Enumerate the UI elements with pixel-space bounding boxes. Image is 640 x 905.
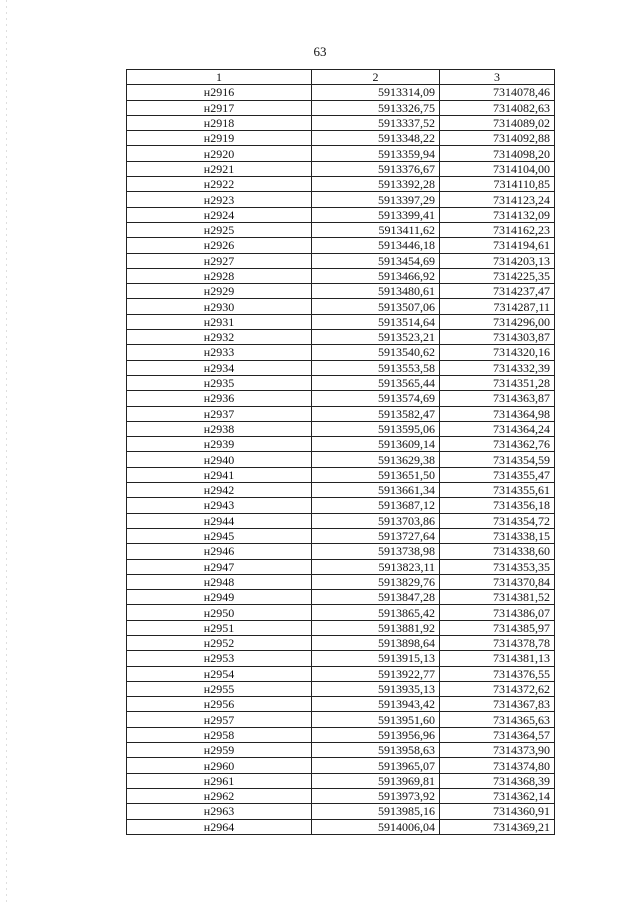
y-coordinate-cell: 7314362,76 — [440, 437, 555, 452]
y-coordinate-cell: 7314373,90 — [440, 743, 555, 758]
x-coordinate-cell: 5913629,38 — [312, 452, 440, 467]
x-coordinate-cell: 5913951,60 — [312, 712, 440, 727]
x-coordinate-cell: 5914006,04 — [312, 819, 440, 834]
point-name-cell: н2939 — [127, 437, 312, 452]
x-coordinate-cell: 5913985,16 — [312, 804, 440, 819]
table-row — [127, 345, 555, 360]
x-coordinate-cell: 5913847,28 — [312, 590, 440, 605]
table-row — [127, 192, 555, 207]
x-coordinate-cell: 5913348,22 — [312, 131, 440, 146]
y-coordinate-cell: 7314320,16 — [440, 345, 555, 360]
table-row — [127, 666, 555, 681]
y-coordinate-cell: 7314372,62 — [440, 681, 555, 696]
x-coordinate-cell: 5913399,41 — [312, 207, 440, 222]
x-coordinate-cell: 5913651,50 — [312, 467, 440, 482]
x-coordinate-cell: 5913392,28 — [312, 177, 440, 192]
table-row — [127, 437, 555, 452]
table-row — [127, 330, 555, 345]
point-name-cell: н2941 — [127, 467, 312, 482]
y-coordinate-cell: 7314376,55 — [440, 666, 555, 681]
y-coordinate-cell: 7314225,35 — [440, 268, 555, 283]
x-coordinate-cell: 5913703,86 — [312, 513, 440, 528]
table-row — [127, 222, 555, 237]
table-row — [127, 528, 555, 543]
table-row — [127, 268, 555, 283]
x-coordinate-cell: 5913466,92 — [312, 268, 440, 283]
x-coordinate-cell: 5913609,14 — [312, 437, 440, 452]
point-name-cell: н2933 — [127, 345, 312, 360]
table-row — [127, 314, 555, 329]
point-name-cell: н2917 — [127, 100, 312, 115]
table-row — [127, 253, 555, 268]
table-row — [127, 574, 555, 589]
x-coordinate-cell: 5913454,69 — [312, 253, 440, 268]
point-name-cell: н2938 — [127, 421, 312, 436]
y-coordinate-cell: 7314364,57 — [440, 727, 555, 742]
y-coordinate-cell: 7314355,61 — [440, 483, 555, 498]
y-coordinate-cell: 7314356,18 — [440, 498, 555, 513]
x-coordinate-cell: 5913922,77 — [312, 666, 440, 681]
x-coordinate-cell: 5913687,12 — [312, 498, 440, 513]
point-name-cell: н2929 — [127, 284, 312, 299]
x-coordinate-cell: 5913915,13 — [312, 651, 440, 666]
table-row — [127, 605, 555, 620]
point-name-cell: н2947 — [127, 559, 312, 574]
point-name-cell: н2916 — [127, 85, 312, 100]
table-row — [127, 681, 555, 696]
y-coordinate-cell: 7314374,80 — [440, 758, 555, 773]
y-coordinate-cell: 7314365,63 — [440, 712, 555, 727]
y-coordinate-cell: 7314355,47 — [440, 467, 555, 482]
y-coordinate-cell: 7314368,39 — [440, 773, 555, 788]
y-coordinate-cell: 7314378,78 — [440, 635, 555, 650]
table-row — [127, 590, 555, 605]
x-coordinate-cell: 5913540,62 — [312, 345, 440, 360]
scan-edge-artifact — [6, 0, 7, 905]
table-row — [127, 635, 555, 650]
point-name-cell: н2945 — [127, 528, 312, 543]
y-coordinate-cell: 7314370,84 — [440, 574, 555, 589]
point-name-cell: н2923 — [127, 192, 312, 207]
table-row — [127, 284, 555, 299]
x-coordinate-cell: 5913727,64 — [312, 528, 440, 543]
table-row — [127, 452, 555, 467]
x-coordinate-cell: 5913582,47 — [312, 406, 440, 421]
y-coordinate-cell: 7314363,87 — [440, 391, 555, 406]
column-header-point: 1 — [127, 70, 312, 85]
y-coordinate-cell: 7314381,52 — [440, 590, 555, 605]
y-coordinate-cell: 7314362,14 — [440, 788, 555, 803]
y-coordinate-cell: 7314338,15 — [440, 528, 555, 543]
x-coordinate-cell: 5913829,76 — [312, 574, 440, 589]
table-header — [127, 70, 555, 85]
point-name-cell: н2928 — [127, 268, 312, 283]
table-row — [127, 788, 555, 803]
y-coordinate-cell: 7314338,60 — [440, 544, 555, 559]
y-coordinate-cell: 7314385,97 — [440, 620, 555, 635]
table-body — [127, 85, 555, 835]
y-coordinate-cell: 7314364,98 — [440, 406, 555, 421]
y-coordinate-cell: 7314364,24 — [440, 421, 555, 436]
x-coordinate-cell: 5913337,52 — [312, 115, 440, 130]
y-coordinate-cell: 7314367,83 — [440, 697, 555, 712]
point-name-cell: н2925 — [127, 222, 312, 237]
point-name-cell: н2944 — [127, 513, 312, 528]
x-coordinate-cell: 5913738,98 — [312, 544, 440, 559]
x-coordinate-cell: 5913411,62 — [312, 222, 440, 237]
table-row — [127, 743, 555, 758]
table-row — [127, 391, 555, 406]
y-coordinate-cell: 7314082,63 — [440, 100, 555, 115]
x-coordinate-cell: 5913507,06 — [312, 299, 440, 314]
x-coordinate-cell: 5913595,06 — [312, 421, 440, 436]
point-name-cell: н2949 — [127, 590, 312, 605]
x-coordinate-cell: 5913514,64 — [312, 314, 440, 329]
table-row — [127, 207, 555, 222]
x-coordinate-cell: 5913935,13 — [312, 681, 440, 696]
table-row — [127, 727, 555, 742]
point-name-cell: н2961 — [127, 773, 312, 788]
x-coordinate-cell: 5913943,42 — [312, 697, 440, 712]
point-name-cell: н2962 — [127, 788, 312, 803]
table-row — [127, 498, 555, 513]
point-name-cell: н2937 — [127, 406, 312, 421]
table-row — [127, 100, 555, 115]
point-name-cell: н2951 — [127, 620, 312, 635]
table-row — [127, 712, 555, 727]
x-coordinate-cell: 5913565,44 — [312, 375, 440, 390]
y-coordinate-cell: 7314351,28 — [440, 375, 555, 390]
point-name-cell: н2922 — [127, 177, 312, 192]
x-coordinate-cell: 5913553,58 — [312, 360, 440, 375]
table-row — [127, 483, 555, 498]
point-name-cell: н2935 — [127, 375, 312, 390]
y-coordinate-cell: 7314123,24 — [440, 192, 555, 207]
table-row — [127, 421, 555, 436]
table-row — [127, 544, 555, 559]
point-name-cell: н2940 — [127, 452, 312, 467]
x-coordinate-cell: 5913969,81 — [312, 773, 440, 788]
y-coordinate-cell: 7314104,00 — [440, 161, 555, 176]
column-header-y: 3 — [440, 70, 555, 85]
y-coordinate-cell: 7314162,23 — [440, 222, 555, 237]
y-coordinate-cell: 7314098,20 — [440, 146, 555, 161]
x-coordinate-cell: 5913823,11 — [312, 559, 440, 574]
y-coordinate-cell: 7314194,61 — [440, 238, 555, 253]
point-name-cell: н2924 — [127, 207, 312, 222]
y-coordinate-cell: 7314132,09 — [440, 207, 555, 222]
y-coordinate-cell: 7314354,59 — [440, 452, 555, 467]
point-name-cell: н2932 — [127, 330, 312, 345]
point-name-cell: н2936 — [127, 391, 312, 406]
table-row — [127, 406, 555, 421]
y-coordinate-cell: 7314353,35 — [440, 559, 555, 574]
y-coordinate-cell: 7314332,39 — [440, 360, 555, 375]
table-row — [127, 161, 555, 176]
point-name-cell: н2964 — [127, 819, 312, 834]
point-name-cell: н2956 — [127, 697, 312, 712]
table-row — [127, 375, 555, 390]
point-name-cell: н2954 — [127, 666, 312, 681]
point-name-cell: н2920 — [127, 146, 312, 161]
table-row — [127, 804, 555, 819]
y-coordinate-cell: 7314296,00 — [440, 314, 555, 329]
y-coordinate-cell: 7314089,02 — [440, 115, 555, 130]
point-name-cell: н2930 — [127, 299, 312, 314]
table-row — [127, 238, 555, 253]
y-coordinate-cell: 7314386,07 — [440, 605, 555, 620]
table-row — [127, 620, 555, 635]
point-name-cell: н2942 — [127, 483, 312, 498]
x-coordinate-cell: 5913314,09 — [312, 85, 440, 100]
point-name-cell: н2955 — [127, 681, 312, 696]
y-coordinate-cell: 7314092,88 — [440, 131, 555, 146]
table-row — [127, 360, 555, 375]
page-number: 63 — [313, 44, 327, 59]
y-coordinate-cell: 7314287,11 — [440, 299, 555, 314]
point-name-cell: н2921 — [127, 161, 312, 176]
y-coordinate-cell: 7314360,91 — [440, 804, 555, 819]
header-row — [127, 70, 555, 85]
point-name-cell: н2963 — [127, 804, 312, 819]
column-header-x: 2 — [312, 70, 440, 85]
y-coordinate-cell: 7314354,72 — [440, 513, 555, 528]
point-name-cell: н2943 — [127, 498, 312, 513]
table-row — [127, 177, 555, 192]
table-row — [127, 467, 555, 482]
point-name-cell: н2950 — [127, 605, 312, 620]
x-coordinate-cell: 5913523,21 — [312, 330, 440, 345]
x-coordinate-cell: 5913359,94 — [312, 146, 440, 161]
point-name-cell: н2957 — [127, 712, 312, 727]
table-row — [127, 146, 555, 161]
x-coordinate-cell: 5913661,34 — [312, 483, 440, 498]
table-row — [127, 819, 555, 834]
x-coordinate-cell: 5913958,63 — [312, 743, 440, 758]
point-name-cell: н2960 — [127, 758, 312, 773]
table-row — [127, 758, 555, 773]
point-name-cell: н2934 — [127, 360, 312, 375]
point-name-cell: н2948 — [127, 574, 312, 589]
point-name-cell: н2959 — [127, 743, 312, 758]
table-row — [127, 559, 555, 574]
x-coordinate-cell: 5913898,64 — [312, 635, 440, 650]
x-coordinate-cell: 5913326,75 — [312, 100, 440, 115]
x-coordinate-cell: 5913480,61 — [312, 284, 440, 299]
table-row — [127, 299, 555, 314]
point-name-cell: н2953 — [127, 651, 312, 666]
x-coordinate-cell: 5913574,69 — [312, 391, 440, 406]
x-coordinate-cell: 5913973,92 — [312, 788, 440, 803]
point-name-cell: н2926 — [127, 238, 312, 253]
coordinates-table — [126, 69, 555, 835]
y-coordinate-cell: 7314078,46 — [440, 85, 555, 100]
point-name-cell: н2927 — [127, 253, 312, 268]
y-coordinate-cell: 7314303,87 — [440, 330, 555, 345]
y-coordinate-cell: 7314381,13 — [440, 651, 555, 666]
table-row — [127, 115, 555, 130]
table-row — [127, 513, 555, 528]
x-coordinate-cell: 5913376,67 — [312, 161, 440, 176]
y-coordinate-cell: 7314369,21 — [440, 819, 555, 834]
x-coordinate-cell: 5913397,29 — [312, 192, 440, 207]
x-coordinate-cell: 5913865,42 — [312, 605, 440, 620]
x-coordinate-cell: 5913446,18 — [312, 238, 440, 253]
x-coordinate-cell: 5913881,92 — [312, 620, 440, 635]
y-coordinate-cell: 7314110,85 — [440, 177, 555, 192]
y-coordinate-cell: 7314203,13 — [440, 253, 555, 268]
table-row — [127, 697, 555, 712]
point-name-cell: н2931 — [127, 314, 312, 329]
table-row — [127, 773, 555, 788]
table-row — [127, 131, 555, 146]
point-name-cell: н2919 — [127, 131, 312, 146]
x-coordinate-cell: 5913965,07 — [312, 758, 440, 773]
x-coordinate-cell: 5913956,96 — [312, 727, 440, 742]
point-name-cell: н2918 — [127, 115, 312, 130]
table-row — [127, 85, 555, 100]
point-name-cell: н2952 — [127, 635, 312, 650]
table-row — [127, 651, 555, 666]
y-coordinate-cell: 7314237,47 — [440, 284, 555, 299]
point-name-cell: н2946 — [127, 544, 312, 559]
point-name-cell: н2958 — [127, 727, 312, 742]
